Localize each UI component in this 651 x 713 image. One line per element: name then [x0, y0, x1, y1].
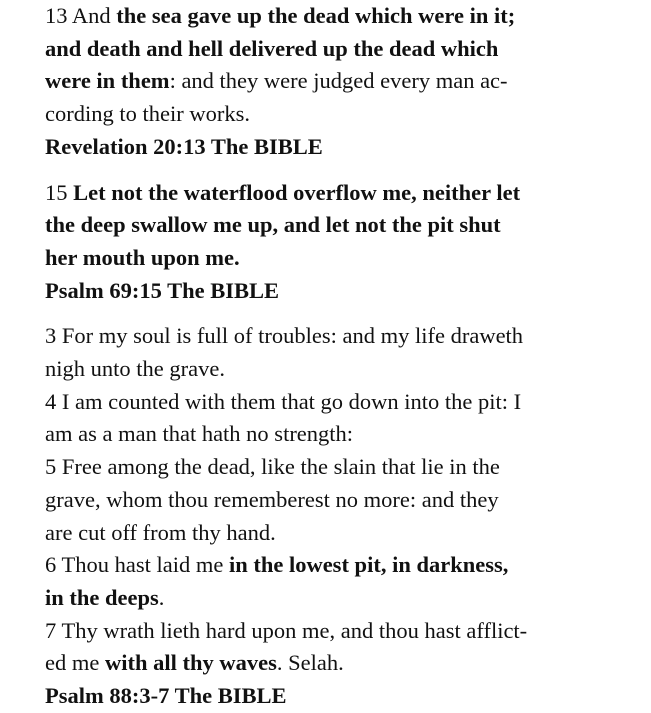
verse-number-text: 15 — [45, 179, 74, 205]
verse-line — [45, 484, 620, 517]
bold-verse-text: were in them — [45, 68, 170, 94]
bold-verse-text: the sea gave up the dead which were in it; — [116, 3, 516, 28]
verse-line — [45, 647, 620, 680]
verse-line — [45, 65, 620, 98]
verse-text: . Selah. — [276, 650, 344, 676]
verse-text: grave, whom thou rememberest no more: and they — [45, 486, 499, 512]
verse-line — [45, 386, 620, 419]
citation-revelation-20-13 — [45, 131, 620, 164]
bold-verse-text: Let not the waterflood overflow me, neither let — [73, 179, 521, 205]
verse-line — [45, 418, 620, 451]
citation-text: Psalm 88:3-7 The BIBLE — [45, 683, 287, 709]
citation-text: Psalm 69:15 The BIBLE — [45, 277, 279, 303]
verse-block-psalm-69-15 — [45, 177, 620, 308]
verse-text: 5 Free among the dead, like the slain that lie in the — [45, 454, 500, 480]
citation-psalm-69-15 — [45, 275, 620, 308]
verse-block-revelation-20-13 — [45, 0, 620, 164]
verse-line — [45, 353, 620, 386]
block-gap — [45, 307, 620, 320]
bold-verse-text: her mouth upon me. — [45, 244, 240, 270]
verse-line — [45, 582, 620, 615]
verse-line — [45, 177, 620, 210]
verse-line — [45, 209, 620, 242]
verse-text: am as a man that hath no strength: — [45, 421, 354, 447]
bold-verse-text: and death and hell delivered up the dead which — [45, 35, 499, 61]
verse-line — [45, 98, 620, 131]
bold-verse-text: the deep swallow me up, and let not the pit shut — [45, 212, 501, 238]
verse-line — [45, 320, 620, 353]
verse-line — [45, 33, 620, 66]
verse-line — [45, 242, 620, 275]
verse-text: ed me — [45, 650, 105, 676]
verse-line — [45, 549, 620, 582]
verse-text: 7 Thy wrath lieth hard upon me, and thou hast afflict- — [45, 617, 528, 643]
verse-text: : and they were judged every man ac- — [169, 68, 508, 94]
verse-text: 4 I am counted with them that go down into the pit: I — [45, 388, 522, 414]
verse-text: 6 Thou hast laid me — [45, 552, 229, 578]
bold-verse-text: in the lowest pit, in darkness, — [228, 552, 509, 578]
verse-line — [45, 451, 620, 484]
block-gap — [45, 164, 620, 177]
bold-verse-text: with all thy waves — [104, 650, 277, 676]
verse-line — [45, 517, 620, 550]
citation-psalm-88-3-7 — [45, 680, 620, 713]
verse-block-psalm-88-3-7 — [45, 320, 620, 712]
bold-verse-text: in the deeps — [45, 584, 159, 610]
citation-text: Revelation 20:13 The BIBLE — [45, 133, 323, 159]
verse-text: are cut off from thy hand. — [45, 519, 276, 545]
verse-line — [45, 615, 620, 648]
verse-text: cording to their works. — [45, 101, 250, 127]
verse-text: nigh unto the grave. — [45, 356, 225, 382]
verse-line — [45, 0, 620, 33]
verse-text: 3 For my soul is full of troubles: and my life draweth — [45, 323, 524, 349]
scripture-page — [45, 0, 620, 713]
verse-number-text: 13 And — [45, 3, 117, 28]
verse-text: . — [158, 584, 165, 610]
